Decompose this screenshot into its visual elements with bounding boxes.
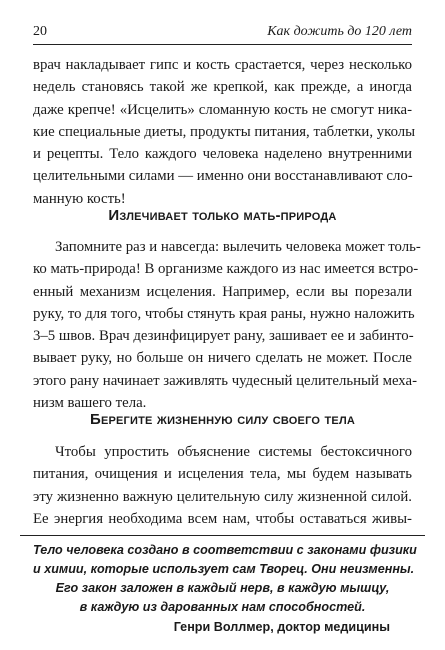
section-heading-nature-heals: Излечивает только мать-природа bbox=[108, 207, 337, 224]
text-line: врач накладывает гипс и кость срастается, через несколько bbox=[33, 57, 412, 73]
quote-line: и химии, которые использует сам Творец. Они неизменны. bbox=[33, 562, 415, 576]
text-line: Запомните раз и навсегда: вылечить человека может толь- bbox=[55, 239, 421, 255]
text-line: енный механизм исцеления. Например, если вы порезали bbox=[33, 283, 412, 300]
quote-top-rule bbox=[20, 535, 425, 536]
book-title: Как дожить до 120 лет bbox=[267, 24, 412, 39]
quote-line: в каждую из дарованных нам способностей. bbox=[79, 600, 366, 614]
section-heading-life-force: Берегите жизненную силу своего тела bbox=[89, 411, 356, 428]
paragraph-continued bbox=[33, 54, 416, 210]
quote-line: Его закон заложен в каждый нерв, в каждую мышцу, bbox=[55, 581, 390, 595]
text-line: Чтобы упростить объяснение системы бестоксичного bbox=[55, 444, 412, 460]
text-line: кие специальные диеты, продукты питания, таблетки, уколы bbox=[33, 123, 416, 140]
page-number: 20 bbox=[33, 24, 47, 39]
text-line: руку, то для того, чтобы стянуть края раны, нужно наложить bbox=[33, 305, 415, 322]
text-line: даже крепче! «Исцелить» сломанную кость не смогут ника- bbox=[33, 101, 412, 118]
quote-line: Тело человека создано в соответствии с законами физики bbox=[33, 543, 417, 557]
paragraph-life-force bbox=[33, 441, 412, 530]
text-line: 3–5 швов. Врач дезинфицирует рану, зашивает ее и забинто- bbox=[33, 328, 414, 345]
text-line: этого рану начинает заживлять чудесный целительный меха- bbox=[33, 372, 418, 389]
text-line: низм вашего тела. bbox=[33, 395, 147, 412]
text-line: недель становясь такой же крепкой, как прежде, а иногда bbox=[33, 79, 412, 96]
text-line: ко мать-природа! В организме каждого из нас имеется встро- bbox=[33, 261, 419, 278]
text-line: питания, очищения и исцеления тела, мы будем называть bbox=[33, 466, 412, 483]
text-line: и рецепты. Тело каждого человека наделено внутренними bbox=[33, 146, 412, 163]
text-line: манную кость! bbox=[33, 190, 126, 207]
text-line: Ее энергия необходима всем нам, чтобы оставаться живы- bbox=[33, 510, 412, 527]
quote-author: Генри Воллмер, доктор медицины bbox=[173, 620, 390, 634]
text-line: целительными силами — именно они восстанавливают сло- bbox=[33, 168, 413, 185]
paragraph-nature-heals bbox=[33, 236, 421, 414]
text-line: вывает руку, но больше он ничего сделать не может. После bbox=[33, 350, 412, 367]
text-line: эту жизненно важную целительную силу жизненной силой. bbox=[33, 488, 412, 505]
quote-text bbox=[33, 541, 417, 617]
running-header bbox=[33, 22, 412, 45]
epigraph-quote bbox=[33, 541, 417, 637]
